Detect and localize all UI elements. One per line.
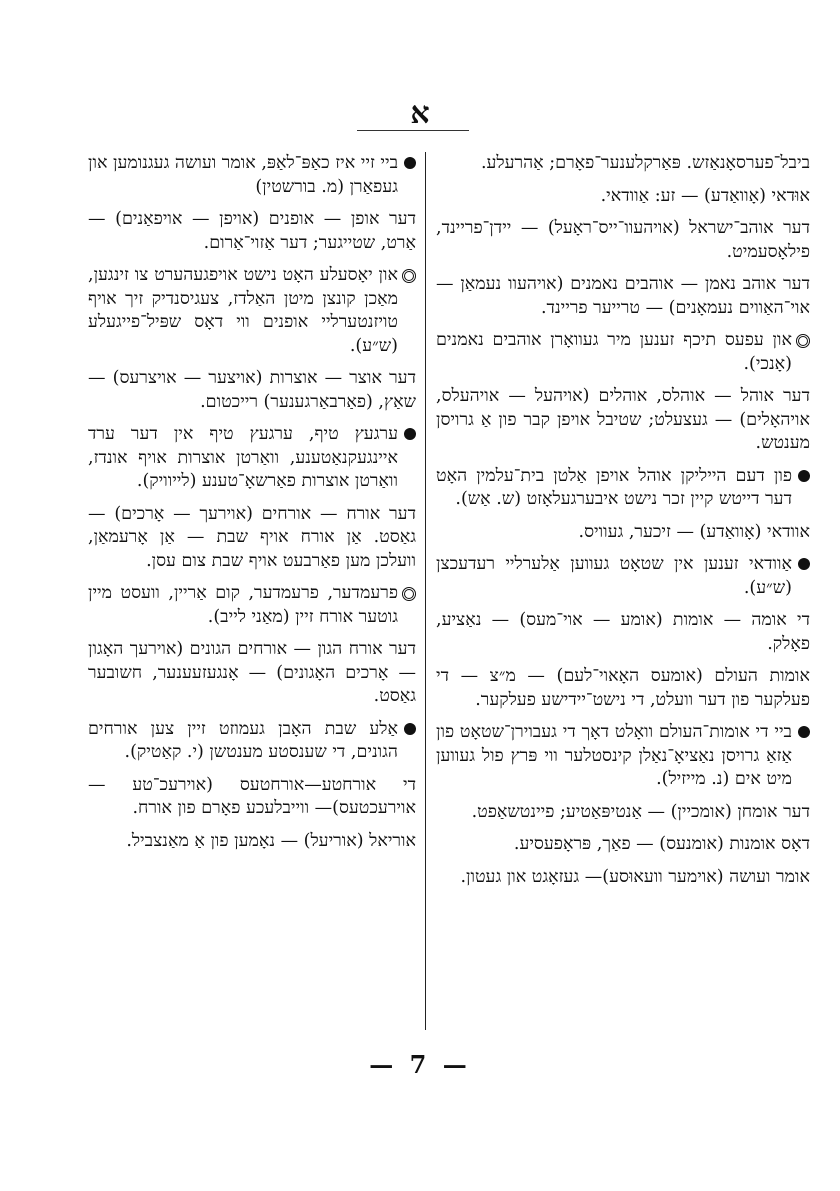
example-bullet-icon <box>798 726 810 738</box>
example-bullet-icon <box>404 723 416 735</box>
dictionary-entry <box>436 833 810 857</box>
entry-text: אַלע שבת האָבן געמוזט זיין צען אורחים הגונים, די שענסטע מענטשן (י. קאַטיק). <box>88 718 398 762</box>
dictionary-entry <box>436 609 810 656</box>
right-column <box>436 152 810 898</box>
entry-text: דער אופן — אופנים (אויפן — אויפאַנים) — אַרט, שטייגער; דער אַזוי־אַרום. <box>88 209 416 253</box>
dictionary-entry <box>436 385 810 456</box>
dictionary-entry <box>88 503 416 574</box>
entry-text: דער אוצר — אוצרות (אויצער — אויצרעס) — שאַץ, (פאַרבאַרגענער) רייכטום. <box>88 368 416 412</box>
entry-text: פון דעם הייליקן אוהל אויפן אַלטן בית־עלמין האָט דער דייטש קיין זכר נישט איבערגעלאָזט (ש. אַש). <box>436 465 792 509</box>
dictionary-entry <box>436 866 810 890</box>
entry-text: דער אוהל — אוהלס, אוהלים (אויהעל — אויהעלס, אויהאָלים) — געצעלט; שטיבל אויפן קבר פון אַ גרויסן מענטש. <box>436 386 810 453</box>
entry-text: און עפעס תיכף זענען מיר געוואָרן אוהבים נאמנים (אָנכי). <box>436 330 792 374</box>
entry-text: ביי זיי איז כאַפּ־לאַפּ, אומר ועושה געגנומען און געפאַרן (מ. בורשטין) <box>88 153 398 197</box>
dictionary-entry <box>436 185 810 209</box>
example-bullet-icon <box>402 269 416 283</box>
usage-example <box>436 721 810 792</box>
entry-text: אַוודאי זענען אין שטאָט געווען אַלערליי רעדעכצן (ש״ע). <box>436 554 792 598</box>
section-letter: א <box>410 96 430 131</box>
entry-text: דער אומחן (אומכיין) — אַנטיפּאַטיע; פיינטשאַפט. <box>471 801 810 822</box>
entry-text: פרעמדער, פרעמדער, קום אַריין, וועסט מיין גוטער אורח זיין (מאַני לייב). <box>88 583 398 627</box>
entry-text: דער אורח הגון — אורחים הגונים (אוירעך האָגון — אָרכים האָגונים) — אָנגעזעענער, חשובער גאַסט. <box>88 639 416 706</box>
page-number: — 7 — <box>369 1050 471 1079</box>
example-bullet-icon <box>402 587 416 601</box>
entry-text: דער אוהב־ישראל (אויהעוו־ייס־ראָעל) — יידן־פריינד, פילאָסעמיט. <box>436 218 810 262</box>
example-bullet-icon <box>404 428 416 440</box>
usage-example <box>436 329 810 376</box>
dictionary-entry <box>436 217 810 264</box>
entry-text: ערגעץ טיף, ערגעץ טיף אין דער ערד איינגעקנאַטענע, וואַרטן אוצרות אויף אונדז, וואַרטן אוצרות פאַרשאָ־טענע (לייוויק). <box>88 424 398 491</box>
entry-text: אוּדאי (אָוואַדע) — זע: אַוודאי. <box>600 185 810 206</box>
usage-example <box>436 465 810 512</box>
dictionary-entry <box>436 665 810 712</box>
usage-example <box>88 423 416 494</box>
dictionary-entry <box>436 801 810 825</box>
example-bullet-icon <box>404 157 416 169</box>
entry-text: דער אוהב נאמן — אוהבים נאמנים (אויהעוו נעמאַן — אוי־האַווים נעמאָנים) — טרייער פריינד. <box>436 274 810 318</box>
left-column <box>88 152 416 862</box>
example-bullet-icon <box>798 470 810 482</box>
entry-text: די אורחטע—אורחטעס (אוירעכ־טע — אוירעכטעס)— ווייבלעכע פאָרם פון אורח. <box>88 774 416 818</box>
dictionary-entry <box>88 638 416 709</box>
entry-text: ביבל־פערסאָנאַזש. פּאַרקלענער־פאָרם; אַהרעלע. <box>480 153 810 173</box>
usage-example <box>88 264 416 358</box>
usage-example <box>436 553 810 600</box>
entry-text: און יאָסעלע האָט נישט אויפגעהערט צו זינגען, מאַכן קונצן מיטן האַלדז, צעגיסנדיק זיך אויף טויזנטערליי אופנים ווי דאָס שפּיל־פייגעלע (ש״ע). <box>88 265 398 356</box>
usage-example <box>88 582 416 629</box>
entry-text: אוריאל (אוריעל) — נאָמען פון אַ מאַנצביל. <box>126 830 416 851</box>
dictionary-entry <box>88 830 416 854</box>
dictionary-entry <box>436 152 810 176</box>
entry-text: דער אורח — אורחים (אוירעך — אָרכים) — גאַסט. אַן אורח אויף שבת — אַן אָרעמאַן, וועלכן מען פאַרבעט אויף שבת צום עסן. <box>88 503 416 571</box>
entry-text: אוודאי (אָוואַדע) — זיכער, געוויס. <box>578 521 810 542</box>
usage-example <box>88 152 416 199</box>
dictionary-entry <box>88 208 416 255</box>
dictionary-entry <box>88 774 416 821</box>
dictionary-entry <box>436 521 810 545</box>
entry-text: ביי די אומות־העולם וואָלט דאָך די געבוירן־שטאָט פון אַזאַ גרויסן נאַציאָ־נאַלן קינסטלער ווי פּרץ פול געווען מיט אים (נ. מייזיל). <box>436 722 792 789</box>
example-bullet-icon <box>798 558 810 570</box>
header-rule <box>357 130 469 131</box>
entry-text: די אומה — אומות (אומע — אוי־מעס) — נאַציע, פאָלק. <box>436 610 810 654</box>
entry-text: אומר ועושה (אוימער וועאוּסע)— געזאָגט און געטון. <box>460 866 810 887</box>
entry-text: דאָס אומנות (אומנעס) — פאַך, פּראָפעסיע. <box>513 834 810 854</box>
usage-example <box>88 718 416 765</box>
entry-text: אומות העולם (אומעס האָאוי־לעם) — מ״צ — די פעלקער פון דער וועלט, די נישט־יידישע פעלקער. <box>436 666 810 710</box>
example-bullet-icon <box>796 334 810 348</box>
column-divider <box>425 152 426 1030</box>
dictionary-entry <box>436 273 810 320</box>
dictionary-entry <box>88 367 416 414</box>
